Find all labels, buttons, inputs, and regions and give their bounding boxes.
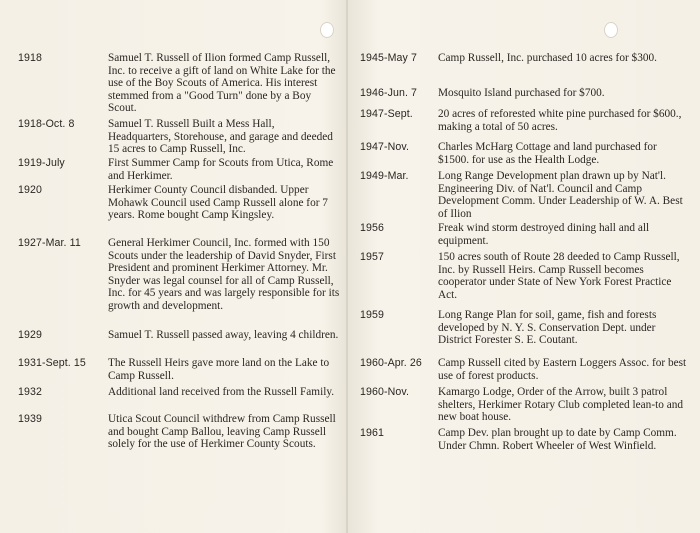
entry-text: Long Range Development plan drawn up by Nat'l. Engineering Div. of Nat'l. Council and Camp Development Comm. Under Leadership of W. A. Best of Ilion — [438, 170, 683, 220]
entry-date: 1947-Sept. — [360, 108, 413, 120]
entry-text: Samuel T. Russell passed away, leaving 4 children. — [108, 329, 339, 341]
entry-text: 20 acres of reforested white pine purchased for $600., making a total of 50 acres. — [438, 108, 682, 133]
entry-date: 1929 — [18, 329, 42, 341]
entry-text: Mosquito Island purchased for $700. — [438, 87, 605, 99]
entry-text: Samuel T. Russell Built a Mess Hall, Headquarters, Storehouse, and garage and deeded 15 acres to Camp Russell, Inc. — [108, 118, 333, 156]
left-page — [0, 0, 346, 533]
entry-text: Long Range Plan for soil, game, fish and forests developed by N. Y. S. Conservation Dept. under District Forester S. E. Coutant. — [438, 309, 657, 347]
entry-date: 1949-Mar. — [360, 170, 409, 182]
entry-date: 1927-Mar. 11 — [18, 237, 81, 249]
entry-text: 150 acres south of Route 28 deeded to Camp Russell, Inc. by Russell Heirs. Camp Russell becomes cooperator under State of New York Forest Practice Act. — [438, 251, 680, 301]
entry-date: 1939 — [18, 413, 42, 425]
entry-date: 1945-May 7 — [360, 52, 417, 64]
entry-date: 1920 — [18, 184, 42, 196]
entry-date: 1959 — [360, 309, 384, 321]
entry-text: Freak wind storm destroyed dining hall and all equipment. — [438, 222, 650, 247]
entry-date: 1946-Jun. 7 — [360, 87, 418, 99]
entry-date: 1932 — [18, 386, 42, 398]
entry-date: 1918 — [18, 52, 42, 64]
entry-text: Herkimer County Council disbanded. Upper Mohawk Council used Camp Russell alone for 7 years. Rome bought Camp Kingsley. — [108, 184, 328, 222]
entry-date: 1960-Nov. — [360, 386, 409, 398]
entry-text: Additional land received from the Russell Family. — [108, 386, 335, 398]
entry-text: The Russell Heirs gave more land on the Lake to Camp Russell. — [108, 357, 330, 382]
entry-text: General Herkimer Council, Inc. formed with 150 Scouts under the leadership of David Snyder, First President and prominent Herkimer Attorney. Mr. Snyder was legal counsel for all of Camp Russell, Inc. for 45 years and was largely responsible for its growth and development. — [108, 237, 340, 312]
entry-date: 1947-Nov. — [360, 141, 409, 153]
entry-date: 1957 — [360, 251, 384, 263]
entry-text: Camp Russell, Inc. purchased 10 acres for $300. — [438, 52, 657, 64]
entry-text: Kamargo Lodge, Order of the Arrow, built 3 patrol shelters, Herkimer Rotary Club completed lean-to and new boat house. — [438, 386, 684, 424]
entry-text: Utica Scout Council withdrew from Camp Russell and bought Camp Ballou, leaving Camp Russell solely for the use of Herkimer County Scouts. — [108, 413, 336, 451]
entry-date: 1956 — [360, 222, 384, 234]
entry-text: Camp Dev. plan brought up to date by Camp Comm. Under Chmn. Robert Wheeler of West Winfield. — [438, 427, 677, 452]
entry-date: 1960-Apr. 26 — [360, 357, 422, 369]
right-page — [348, 0, 700, 533]
entry-text: Charles McHarg Cottage and land purchased for $1500. for use as the Health Lodge. — [438, 141, 657, 166]
entry-date: 1919-July — [18, 157, 65, 169]
entry-text: Camp Russell cited by Eastern Loggers Assoc. for best use of forest products. — [438, 357, 687, 382]
entry-date: 1931-Sept. 15 — [18, 357, 86, 369]
entry-text: Samuel T. Russell of Ilion formed Camp Russell, Inc. to receive a gift of land on White Lake for the use of the Boy Scouts of America. His interest stemmed from a "Good Turn" done by a Boy Scout. — [108, 52, 336, 115]
entry-date: 1961 — [360, 427, 384, 439]
entry-date: 1918-Oct. 8 — [18, 118, 75, 130]
entry-text: First Summer Camp for Scouts from Utica, Rome and Herkimer. — [108, 157, 334, 182]
